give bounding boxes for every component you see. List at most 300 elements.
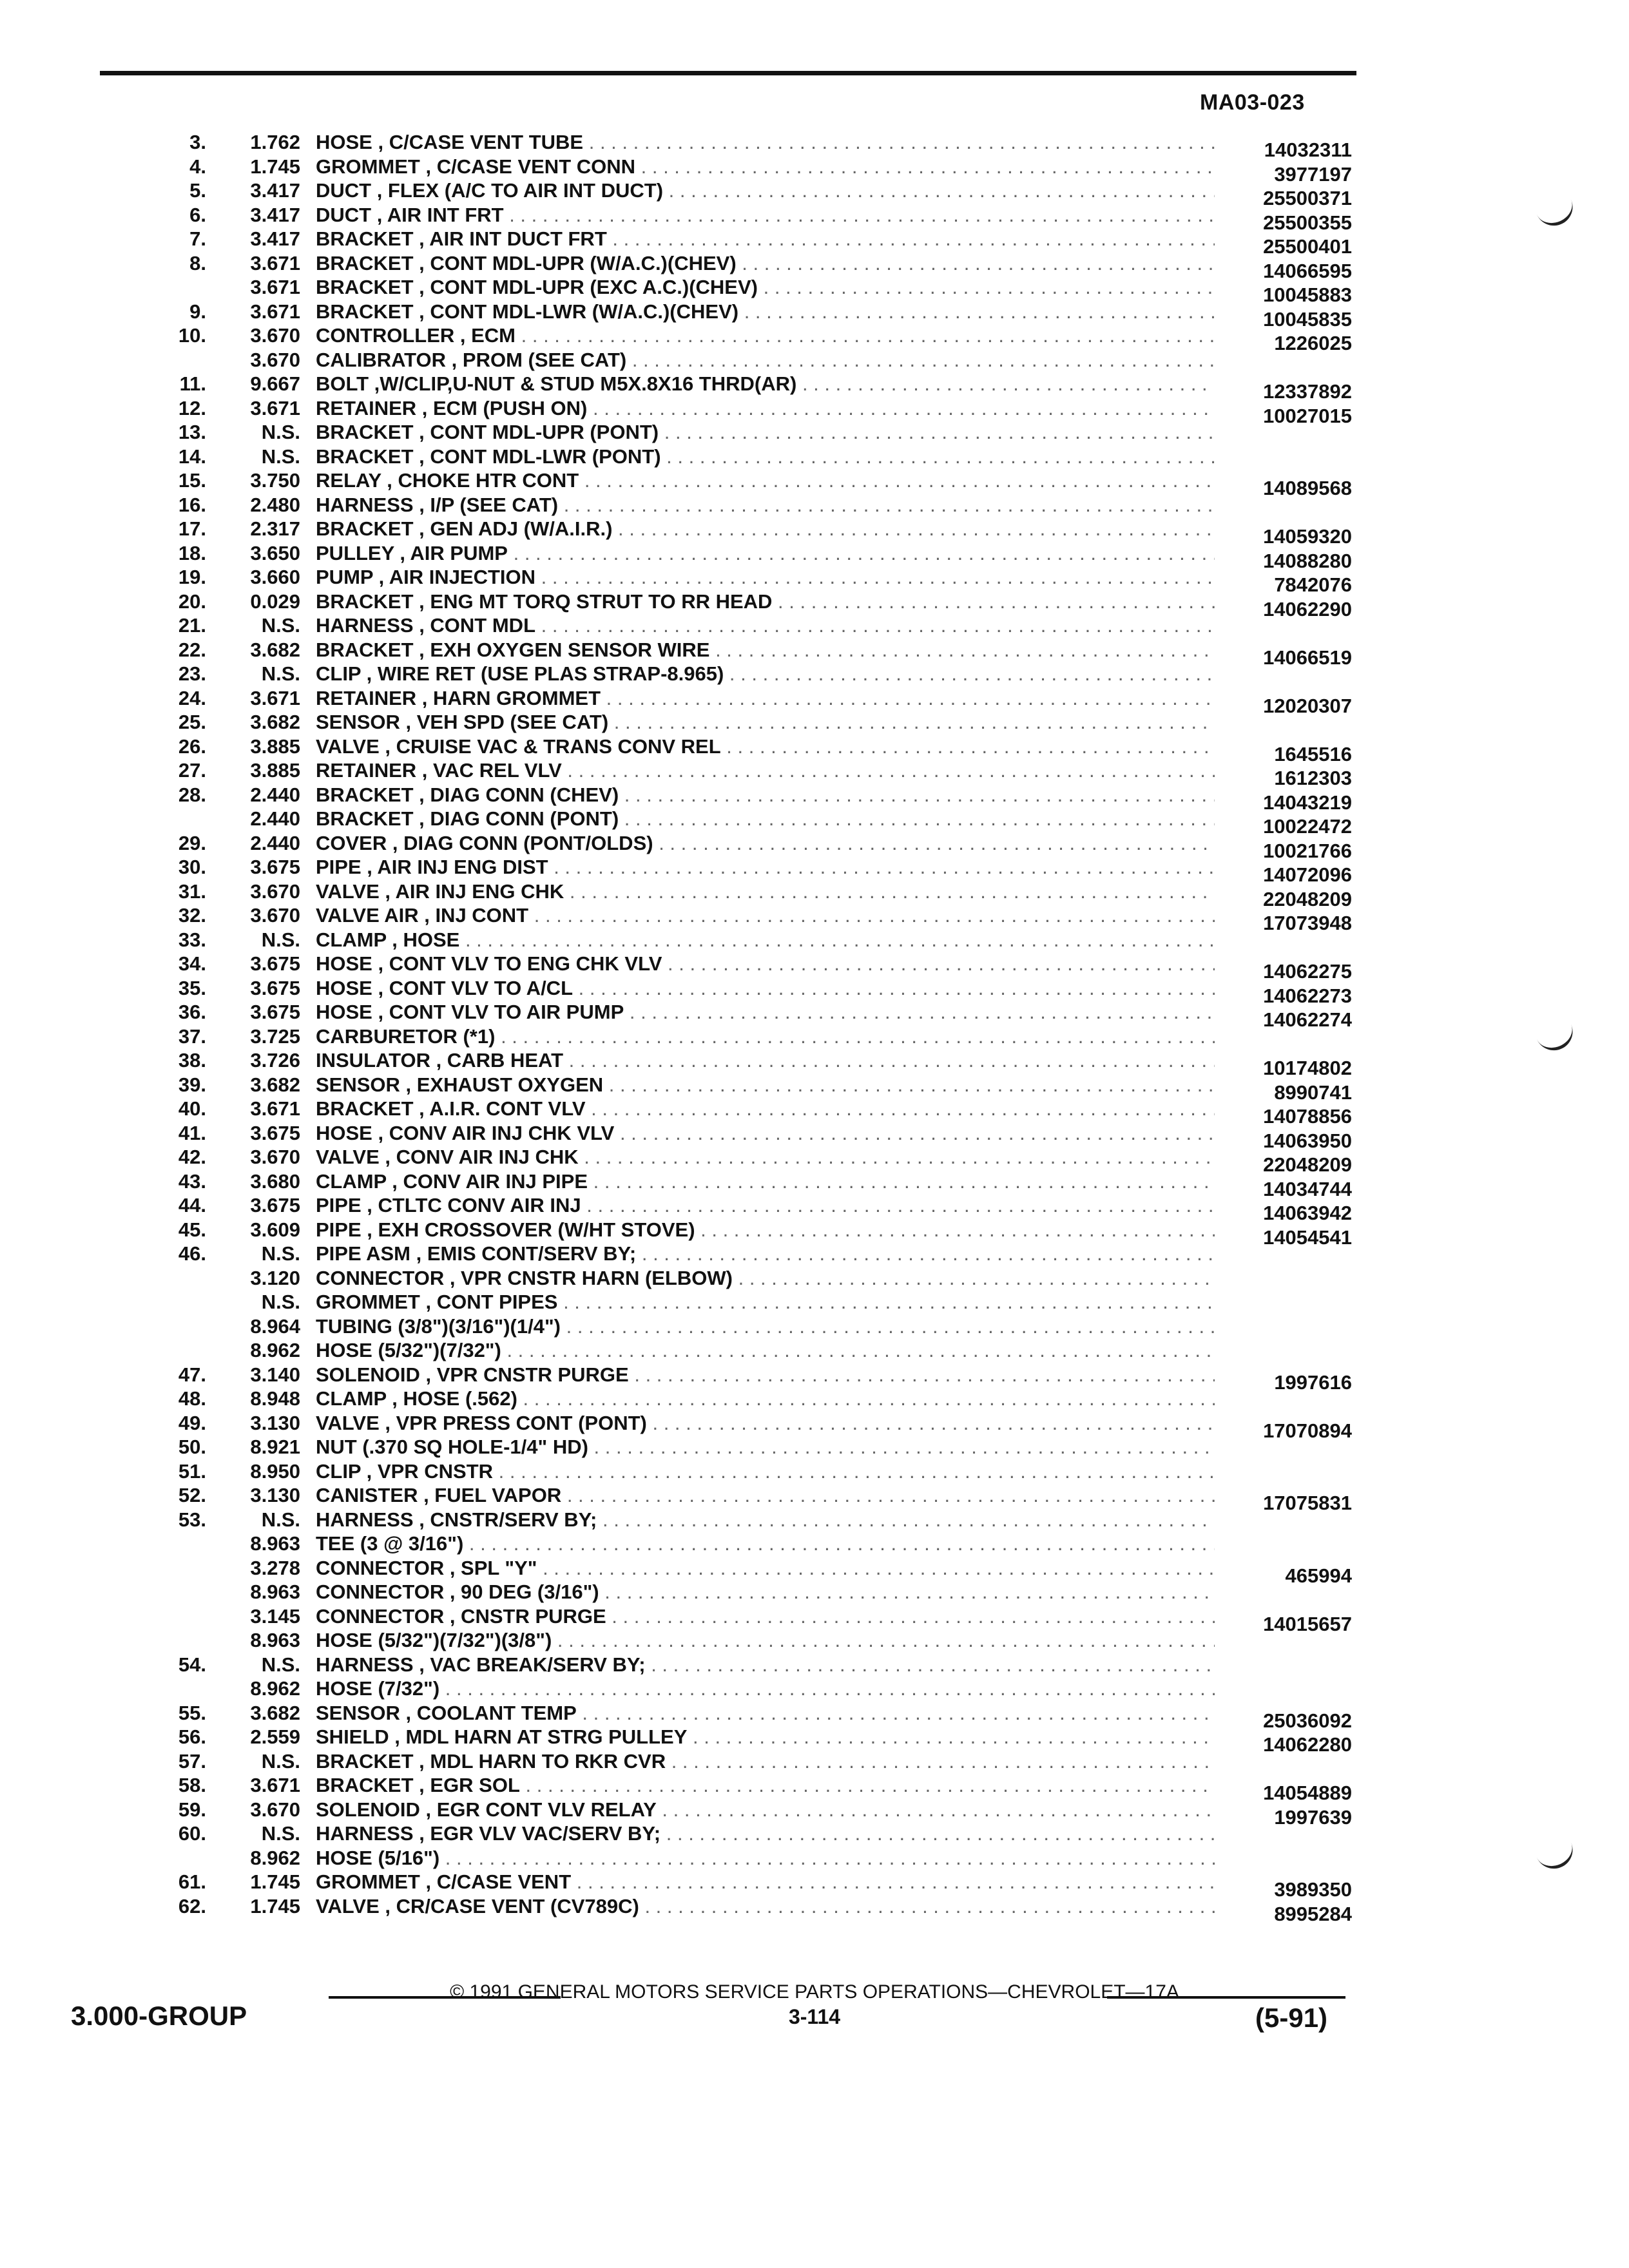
part-number: 10045883 [1263, 284, 1352, 306]
footer-copyright: © 1991 GENERAL MOTORS SERVICE PARTS OPERATIONS—CHEVROLET—17A [450, 1981, 1179, 2003]
ref-number: 60. [178, 1822, 206, 1845]
part-description: HOSE (7/32") . . . [316, 1677, 1215, 1701]
list-item [0, 372, 1629, 403]
ref-number: 59. [178, 1798, 206, 1821]
part-description: BRACKET , CONT MDL-LWR (W/A.C.)(CHEV) . . . [316, 300, 1215, 324]
ref-number: 26. [178, 735, 206, 758]
part-description: TUBING (3/8")(3/16")(1/4") . . . [316, 1314, 1215, 1339]
part-description: CONTROLLER , ECM . . . [316, 323, 1215, 348]
part-description: SOLENOID , EGR CONT VLV RELAY . . . [316, 1798, 1215, 1822]
list-item [0, 1604, 1629, 1635]
part-description: PIPE , CTLTC CONV AIR INJ . . . [316, 1193, 1215, 1218]
ref-number: 40. [178, 1097, 206, 1120]
list-item [0, 468, 1629, 499]
group-number: 3.660 [250, 566, 300, 588]
part-number: 12020307 [1263, 694, 1352, 717]
group-number: 3.609 [250, 1218, 300, 1241]
part-description: VALVE , AIR INJ ENG CHK . . . [316, 879, 1215, 904]
part-number: 14066519 [1263, 646, 1352, 669]
part-number: 12337892 [1263, 380, 1352, 403]
ref-number: 19. [178, 566, 206, 588]
part-description: VALVE , CONV AIR INJ CHK . . . [316, 1145, 1215, 1169]
part-description: BOLT ,W/CLIP,U-NUT & STUD M5X.8X16 THRD(AR) . . . [316, 372, 1215, 396]
list-item [0, 1314, 1629, 1339]
group-number: N.S. [261, 421, 300, 443]
group-number: 3.671 [250, 396, 300, 419]
list-item [0, 1483, 1629, 1514]
ref-number: 9. [189, 300, 206, 323]
group-number: 3.670 [250, 879, 300, 903]
parts-list [0, 130, 1629, 1925]
part-number: 10021766 [1263, 839, 1352, 862]
list-item [0, 735, 1629, 765]
part-number: 22048209 [1263, 1153, 1352, 1176]
group-number: 3.670 [250, 324, 300, 347]
part-number: 25500401 [1263, 235, 1352, 258]
part-description: RETAINER , ECM (PUSH ON) . . . [316, 396, 1215, 421]
group-number: 3.680 [250, 1169, 300, 1193]
part-description: BRACKET , A.I.R. CONT VLV . . . [316, 1097, 1215, 1121]
list-item [0, 420, 1629, 445]
ref-number: 18. [178, 541, 206, 564]
ref-number: 22. [178, 638, 206, 661]
ref-number: 17. [178, 517, 206, 540]
ref-number: 33. [178, 928, 206, 951]
part-number: 14062280 [1263, 1733, 1352, 1756]
part-description: SENSOR , VEH SPD (SEE CAT) . . . [316, 710, 1215, 735]
list-item [0, 227, 1629, 258]
group-number: 8.921 [250, 1436, 300, 1458]
page-code: MA03-023 [1200, 90, 1305, 115]
list-item [0, 348, 1629, 372]
ref-number: 15. [178, 469, 206, 492]
list-item [0, 1218, 1629, 1249]
group-number: 3.675 [250, 1121, 300, 1144]
list-item [0, 155, 1629, 186]
ref-number: 57. [178, 1749, 206, 1773]
part-description: DUCT , AIR INT FRT . . . [316, 203, 1215, 227]
part-description: GROMMET , C/CASE VENT CONN . . . [316, 155, 1215, 179]
group-number: 3.675 [250, 952, 300, 975]
group-number: 3.417 [250, 203, 300, 226]
list-item [0, 976, 1629, 1007]
group-number: 3.670 [250, 1146, 300, 1168]
group-number: 3.725 [250, 1024, 300, 1048]
part-description: HARNESS , CONT MDL . . . [316, 613, 1215, 638]
part-description: HARNESS , I/P (SEE CAT) . . . [316, 493, 1215, 517]
part-description: CANISTER , FUEL VAPOR . . . [316, 1483, 1215, 1508]
part-number: 10045835 [1263, 307, 1352, 331]
group-number: 2.317 [250, 517, 300, 540]
group-number: 3.120 [250, 1266, 300, 1289]
group-number: 3.675 [250, 856, 300, 878]
part-description: INSULATOR , CARB HEAT . . . [316, 1048, 1215, 1073]
part-number: 10174802 [1263, 1057, 1352, 1079]
ref-number: 6. [189, 203, 206, 226]
part-description: CLAMP , HOSE . . . [316, 928, 1215, 952]
part-description: BRACKET , EXH OXYGEN SENSOR WIRE . . . [316, 638, 1215, 662]
part-description: GROMMET , CONT PIPES . . . [316, 1290, 1215, 1314]
list-item [0, 1725, 1629, 1756]
ref-number: 50. [178, 1436, 206, 1458]
ref-number: 28. [178, 783, 206, 806]
list-item [0, 1870, 1629, 1901]
ref-number: 5. [189, 179, 206, 202]
list-item [0, 1653, 1629, 1677]
ref-number: 13. [178, 421, 206, 443]
part-description: RETAINER , VAC REL VLV . . . [316, 758, 1215, 783]
ref-number: 24. [178, 686, 206, 709]
group-number: 8.962 [250, 1339, 300, 1361]
ref-number: 10. [178, 324, 206, 347]
group-number: 0.029 [250, 590, 300, 613]
list-item [0, 807, 1629, 838]
ref-number: 61. [178, 1870, 206, 1893]
group-number: 2.440 [250, 783, 300, 806]
list-item [0, 1145, 1629, 1176]
part-number: 14063942 [1263, 1202, 1352, 1224]
list-item [0, 1097, 1629, 1128]
part-number: 10027015 [1263, 404, 1352, 427]
part-number: 1997616 [1274, 1370, 1352, 1394]
list-item [0, 1773, 1629, 1804]
ref-number: 29. [178, 831, 206, 854]
list-item [0, 1459, 1629, 1484]
ref-number: 11. [179, 372, 206, 395]
ref-number: 12. [178, 396, 206, 419]
list-item [0, 1290, 1629, 1314]
part-description: SENSOR , EXHAUST OXYGEN . . . [316, 1073, 1215, 1097]
part-number: 14034744 [1263, 1177, 1352, 1200]
part-number: 25500355 [1263, 211, 1352, 234]
part-description: BRACKET , GEN ADJ (W/A.I.R.) . . . [316, 517, 1215, 541]
ref-number: 51. [178, 1459, 206, 1483]
list-item [0, 565, 1629, 596]
footer-page-number: 3-114 [788, 2005, 841, 2028]
part-number: 1645516 [1274, 742, 1352, 765]
part-number: 14078856 [1263, 1105, 1352, 1128]
group-number: 3.885 [250, 759, 300, 782]
list-item [0, 1556, 1629, 1587]
group-number: 3.278 [250, 1556, 300, 1579]
list-item [0, 275, 1629, 306]
list-item [0, 1677, 1629, 1701]
ref-number: 7. [189, 227, 206, 250]
list-item [0, 1894, 1629, 1925]
part-description: VALVE AIR , INJ CONT . . . [316, 903, 1215, 928]
list-item [0, 1508, 1629, 1532]
group-number: 3.671 [250, 276, 300, 298]
group-number: N.S. [261, 1291, 300, 1313]
part-number: 14062273 [1263, 984, 1352, 1007]
list-item [0, 493, 1629, 517]
part-number: 10022472 [1263, 815, 1352, 838]
list-item [0, 445, 1629, 469]
part-description: RETAINER , HARN GROMMET . . . [316, 686, 1215, 711]
group-number: 3.417 [250, 179, 300, 202]
ref-number: 46. [178, 1242, 206, 1265]
group-number: 3.670 [250, 904, 300, 927]
part-description: COVER , DIAG CONN (PONT/OLDS) . . . [316, 831, 1215, 856]
ref-number: 43. [178, 1169, 206, 1193]
group-number: 3.671 [250, 251, 300, 274]
part-description: CONNECTOR , VPR CNSTR HARN (ELBOW) . . . [316, 1266, 1215, 1291]
part-number: 17073948 [1263, 912, 1352, 934]
ref-number: 62. [178, 1894, 206, 1917]
group-number: 3.675 [250, 1194, 300, 1216]
part-number: 14072096 [1263, 863, 1352, 886]
group-number: 2.559 [250, 1725, 300, 1748]
part-description: BRACKET , CONT MDL-UPR (PONT) . . . [316, 420, 1215, 445]
part-number: 14032311 [1264, 139, 1352, 161]
ref-number: 41. [178, 1121, 206, 1144]
part-description: GROMMET , C/CASE VENT . . . [316, 1870, 1215, 1894]
part-number: 25500371 [1263, 187, 1352, 209]
list-item [0, 1411, 1629, 1442]
list-item [0, 1000, 1629, 1031]
part-description: HARNESS , EGR VLV VAC/SERV BY; . . . [316, 1821, 1215, 1846]
list-item [0, 710, 1629, 735]
part-description: BRACKET , EGR SOL . . . [316, 1773, 1215, 1798]
part-number: 14062275 [1263, 960, 1352, 983]
part-number: 14062274 [1263, 1008, 1352, 1031]
group-number: N.S. [261, 614, 300, 637]
ref-number: 34. [178, 952, 206, 975]
list-item [0, 1363, 1629, 1394]
list-item [0, 1193, 1629, 1224]
list-item [0, 1266, 1629, 1291]
group-number: 1.745 [250, 1894, 300, 1917]
group-number: 3.130 [250, 1411, 300, 1434]
group-number: N.S. [261, 445, 300, 468]
list-item [0, 323, 1629, 354]
group-number: 3.885 [250, 735, 300, 758]
part-description: SOLENOID , VPR CNSTR PURGE . . . [316, 1363, 1215, 1387]
part-description: HOSE , CONT VLV TO ENG CHK VLV . . . [316, 952, 1215, 976]
group-number: 3.145 [250, 1604, 300, 1628]
ref-number: 35. [178, 976, 206, 999]
group-number: 8.964 [250, 1314, 300, 1338]
group-number: 2.440 [250, 807, 300, 830]
ref-number: 54. [178, 1653, 206, 1676]
group-number: 9.667 [250, 372, 300, 395]
part-description: BRACKET , DIAG CONN (CHEV) . . . [316, 783, 1215, 807]
part-number: 3977197 [1274, 162, 1352, 186]
group-number: 8.963 [250, 1532, 300, 1555]
group-number: N.S. [261, 928, 300, 951]
ref-number: 3. [189, 131, 206, 153]
list-item [0, 300, 1629, 331]
part-number: 17075831 [1263, 1492, 1352, 1514]
list-item [0, 1701, 1629, 1732]
part-description: DUCT , FLEX (A/C TO AIR INT DUCT) . . . [316, 178, 1215, 203]
ref-number: 48. [178, 1387, 206, 1410]
list-item [0, 517, 1629, 548]
part-description: HARNESS , CNSTR/SERV BY; . . . [316, 1508, 1215, 1532]
list-item [0, 855, 1629, 886]
group-number: 8.963 [250, 1581, 300, 1603]
list-item [0, 203, 1629, 234]
part-description: HOSE (5/32")(7/32")(3/8") . . . [316, 1628, 1215, 1653]
list-item [0, 928, 1629, 952]
group-number: 3.671 [250, 1774, 300, 1796]
ref-number: 37. [178, 1024, 206, 1048]
ref-number: 8. [189, 251, 206, 274]
group-number: 3.682 [250, 711, 300, 733]
part-number: 14059320 [1263, 525, 1352, 548]
part-description: BRACKET , CONT MDL-LWR (PONT) . . . [316, 445, 1215, 469]
part-description: CLIP , VPR CNSTR . . . [316, 1459, 1215, 1484]
part-description: CLIP , WIRE RET (USE PLAS STRAP-8.965) . . . [316, 662, 1215, 686]
part-description: BRACKET , CONT MDL-UPR (EXC A.C.)(CHEV) . . . [316, 275, 1215, 300]
part-description: RELAY , CHOKE HTR CONT . . . [316, 468, 1215, 493]
group-number: 3.682 [250, 638, 300, 661]
list-item [0, 952, 1629, 983]
list-item [0, 831, 1629, 862]
list-item [0, 638, 1629, 669]
part-description: PIPE , AIR INJ ENG DIST . . . [316, 855, 1215, 879]
ref-number: 49. [178, 1411, 206, 1434]
group-number: 3.650 [250, 541, 300, 564]
list-item [0, 590, 1629, 620]
part-number: 14089568 [1263, 477, 1352, 499]
part-number: 465994 [1285, 1564, 1352, 1587]
part-number: 14043219 [1263, 791, 1352, 814]
part-description: NUT (.370 SQ HOLE-1/4" HD) . . . [316, 1435, 1215, 1459]
part-description: CONNECTOR , 90 DEG (3/16") . . . [316, 1580, 1215, 1604]
group-number: 3.726 [250, 1049, 300, 1072]
group-number: 3.670 [250, 1798, 300, 1821]
part-number: 1612303 [1274, 767, 1352, 789]
part-number: 3989350 [1274, 1878, 1352, 1901]
ref-number: 56. [178, 1725, 206, 1748]
group-number: 3.682 [250, 1073, 300, 1096]
list-item [0, 686, 1629, 717]
ref-number: 31. [178, 879, 206, 903]
list-item [0, 251, 1629, 282]
list-item [0, 178, 1629, 209]
part-description: BRACKET , AIR INT DUCT FRT . . . [316, 227, 1215, 251]
part-number: 14062290 [1263, 597, 1352, 620]
group-number: 3.671 [250, 686, 300, 709]
ref-number: 30. [178, 856, 206, 878]
list-item [0, 1048, 1629, 1079]
part-number: 14088280 [1263, 549, 1352, 572]
list-item [0, 1798, 1629, 1829]
group-number: N.S. [261, 1508, 300, 1531]
list-item [0, 1024, 1629, 1049]
ref-number: 47. [178, 1363, 206, 1386]
part-number: 14063950 [1263, 1129, 1352, 1152]
ref-number: 53. [178, 1508, 206, 1531]
footer-group-label: 3.000-GROUP [71, 2001, 247, 2031]
part-number: 14054541 [1263, 1225, 1352, 1249]
part-description: HOSE (5/16") . . . [316, 1846, 1215, 1870]
part-description: CONNECTOR , SPL "Y" . . . [316, 1556, 1215, 1581]
part-number: 14066595 [1263, 259, 1352, 282]
group-number: 2.440 [250, 831, 300, 854]
part-description: HOSE , CONT VLV TO AIR PUMP . . . [316, 1000, 1215, 1024]
group-number: N.S. [261, 1749, 300, 1773]
part-number: 14054889 [1263, 1782, 1352, 1804]
list-item [0, 783, 1629, 814]
list-item [0, 613, 1629, 638]
ref-number: 42. [178, 1146, 206, 1168]
part-description: CARBURETOR (*1) . . . [316, 1024, 1215, 1049]
list-item [0, 1242, 1629, 1266]
list-item [0, 662, 1629, 686]
list-item [0, 1846, 1629, 1870]
part-number: 8995284 [1274, 1902, 1352, 1925]
group-number: 3.417 [250, 227, 300, 250]
ref-number: 32. [178, 904, 206, 927]
part-description: HOSE (5/32")(7/32") . . . [316, 1338, 1215, 1363]
group-number: 1.745 [250, 1870, 300, 1893]
list-item [0, 903, 1629, 934]
top-rule [100, 71, 1356, 75]
ref-number: 36. [178, 1001, 206, 1023]
part-number: 14015657 [1263, 1612, 1352, 1635]
list-item [0, 1387, 1629, 1411]
ref-number: 4. [189, 155, 206, 178]
footer-date: (5-91) [1255, 2003, 1328, 2033]
list-item [0, 1628, 1629, 1653]
list-item [0, 1169, 1629, 1200]
ref-number: 21. [178, 614, 206, 637]
part-description: BRACKET , MDL HARN TO RKR CVR . . . [316, 1749, 1215, 1774]
part-description: CALIBRATOR , PROM (SEE CAT) . . . [316, 348, 1215, 372]
group-number: N.S. [261, 1242, 300, 1265]
ref-number: 55. [178, 1701, 206, 1724]
group-number: 3.670 [250, 348, 300, 371]
part-description: CLAMP , HOSE (.562) . . . [316, 1387, 1215, 1411]
ref-number: 27. [178, 759, 206, 782]
part-number: 25036092 [1263, 1709, 1352, 1732]
list-item [0, 1749, 1629, 1774]
ref-number: 20. [178, 590, 206, 613]
part-description: HOSE , C/CASE VENT TUBE . . . [316, 130, 1215, 155]
group-number: 1.745 [250, 155, 300, 178]
group-number: 3.675 [250, 1001, 300, 1023]
part-number: 1226025 [1274, 332, 1352, 354]
part-description: HOSE , CONV AIR INJ CHK VLV . . . [316, 1121, 1215, 1146]
ref-number: 52. [178, 1484, 206, 1506]
part-description: BRACKET , CONT MDL-UPR (W/A.C.)(CHEV) . . . [316, 251, 1215, 276]
part-description: PIPE ASM , EMIS CONT/SERV BY; . . . [316, 1242, 1215, 1266]
list-item [0, 1580, 1629, 1604]
group-number: 3.671 [250, 300, 300, 323]
part-description: HARNESS , VAC BREAK/SERV BY; . . . [316, 1653, 1215, 1677]
list-item [0, 541, 1629, 572]
ref-number: 23. [178, 662, 206, 685]
part-number: 22048209 [1263, 887, 1352, 910]
list-item [0, 758, 1629, 789]
part-description: PUMP , AIR INJECTION . . . [316, 565, 1215, 590]
group-number: 2.480 [250, 493, 300, 516]
group-number: 3.130 [250, 1484, 300, 1506]
part-number: 1997639 [1274, 1805, 1352, 1829]
group-number: 8.962 [250, 1846, 300, 1869]
part-description: SHIELD , MDL HARN AT STRG PULLEY . . . [316, 1725, 1215, 1749]
group-number: 3.682 [250, 1701, 300, 1724]
list-item [0, 1821, 1629, 1846]
list-item [0, 1338, 1629, 1363]
part-description: VALVE , VPR PRESS CONT (PONT) . . . [316, 1411, 1215, 1436]
part-description: VALVE , CRUISE VAC & TRANS CONV REL . . . [316, 735, 1215, 759]
list-item [0, 879, 1629, 910]
ref-number: 25. [178, 711, 206, 733]
group-number: 3.140 [250, 1363, 300, 1386]
